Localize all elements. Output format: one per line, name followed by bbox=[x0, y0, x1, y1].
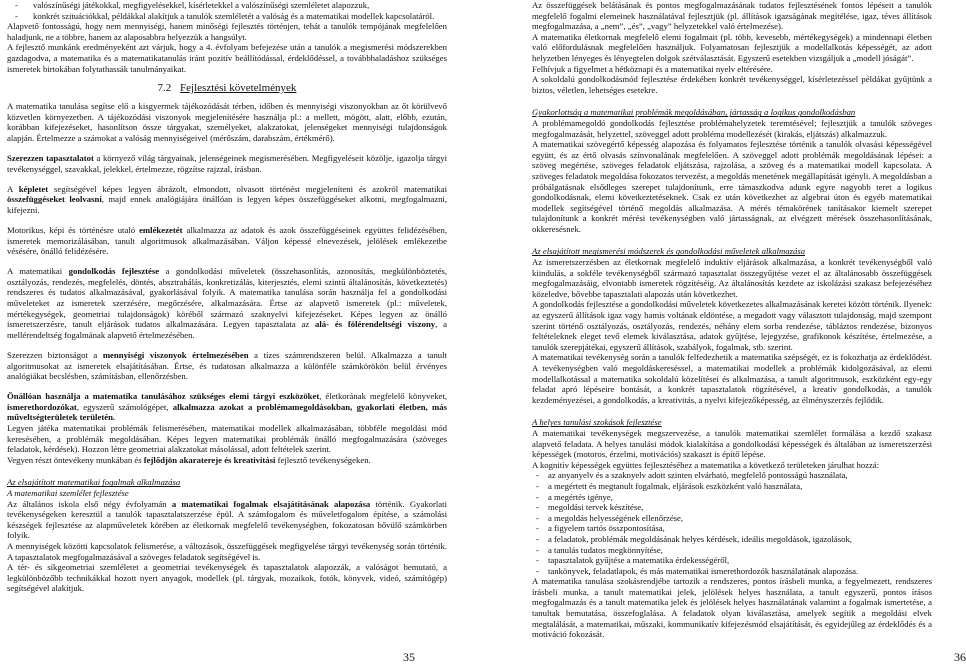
list-item: - a megértett és megtanult fogalmak, eljárások eszközként való használata, bbox=[532, 481, 932, 492]
left-page bbox=[0, 0, 455, 668]
text-run: Az általános iskola első négy évfolyamán bbox=[7, 498, 172, 509]
paragraph: Az ismeretszerzésben az életkornak megfelelő induktív eljárások alkalmazása, a konkrét tevékenységből való kiindulás, a sokféle tevékenységből származó tapasztalat összegyűjtése vezet el az általánosabb összefüggések megfogalmazásáig, elvontabb ismeretek rögzítéséig. Az általánosítás kezdete az iskolázási szakasz befejezéséhez közeledve, bővebbe tapasztalati alapozás után következhet. bbox=[532, 257, 932, 299]
page-number: 36 bbox=[954, 650, 966, 664]
paragraph bbox=[7, 455, 447, 466]
bold-phrase: alkalmazza azokat a problémamegoldásokban, gyakorlati életben, más műveltségterületek területén. bbox=[7, 401, 447, 423]
text-run: , egyszerű számológépet, bbox=[76, 401, 173, 412]
list-item: - tapasztalatok gyűjtése a matematika érdekességéről, bbox=[532, 555, 932, 566]
bold-phrase: emlékezetét bbox=[139, 225, 183, 235]
paragraph bbox=[7, 153, 447, 174]
list-item: - a megoldás helyességének ellenőrzése, bbox=[532, 513, 932, 524]
list-item: - valószínűségi játékokkal, megfigyelésekkel, kísérletekkel a valószínűségi szemléletet alapozzuk, bbox=[7, 0, 447, 11]
bold-phrase: Szerezzen tapasztalatot bbox=[7, 153, 94, 164]
subheading: A matematikai szemlélet fejlesztése bbox=[7, 487, 129, 498]
paragraph: A fejlesztő munkánk eredményeként azt várjuk, hogy a 4. évfolyam befejezése után a tanulók a megismerési módszerekben gazdagodva, a matematika és a matematikatanulás iránt pozitív beállítódással, érdeklődéssel, a továbbhaladáshoz szükséges ismeretek birtokában folytathassák tanulmányaikat. bbox=[7, 42, 447, 74]
section-number: 7.2 bbox=[157, 82, 172, 95]
bold-phrase: összefüggéseket leolvasni bbox=[7, 194, 102, 205]
paragraph bbox=[7, 499, 447, 541]
paragraph: A matematika életkornak megfelelő elemi fogalmait (pl. több, kevesebb, mértékegységek) a mindennapi életben való előfordulásnak megfelelően használjuk. Folyamatosan fejlesztjük a modellalkotás képességét, az adott helyzetben lényeges és lényegtelen dolgok szétválasztását. Egyszerű esetekben vizsgáljuk a „modell jóságát”. bbox=[532, 31, 932, 63]
text-run: történik. Gyakorlati tevékenységeken keresztül a tanulók tapasztalatszerzése épül. A számfogalom és műveletfogalom építése, a számolási készségek fejlesztése az alapműveletek körében az életkornak megfelelő tevékenységben, fokozatosan bővülő számkörben folyik. bbox=[7, 498, 447, 541]
intro-bullet-list bbox=[7, 0, 447, 21]
text-run: Vegyen részt öntevékeny munkában és bbox=[7, 454, 144, 465]
bold-phrase: Önállóan használja a matematika tanulásához szükséges elemi tárgyi eszközöket bbox=[7, 391, 320, 402]
paragraph: A sokoldalú gondolkodásmód fejlesztése érdekében konkrét tevékenységgel, kísérletezéssel példákat gyűjtünk a biztos, véletlen, lehetséges esetekre. bbox=[532, 74, 932, 95]
text-run: Szerezzen biztonságot a bbox=[7, 349, 103, 360]
bold-phrase: képletet bbox=[18, 183, 49, 194]
cognitive-skills-list bbox=[532, 470, 932, 576]
text-run: A bbox=[7, 183, 19, 194]
list-item: - a figyelem tartós összpontosítása, bbox=[532, 523, 932, 534]
paragraph bbox=[7, 391, 447, 423]
bold-phrase: alá- és fölérendeltségi viszony bbox=[315, 319, 436, 330]
text-run: fejlesztő tevékenységeken. bbox=[275, 454, 371, 465]
paragraph: Az összefüggések belátásának és pontos megfogalmazásának tudatos fejlesztésének fontos lépéseit a tanulók megfelelő fogalmi elemeinek használatával fejlesztjük (pl. állítások igazságának megítélése, igaz, téves állítások megfogalmazása, a „nem”, „és”, „vagy” helyzetekkel való értelmezése). bbox=[532, 0, 932, 32]
paragraph: A problémamegoldó gondolkodás fejlesztése problémahelyzetek teremtésével; fejlesztjük a tanulók szöveges megfogalmazását, helyzettel, szöveggel adott probléma modellezését (kirakás, eljátszás) alkalmazzuk. bbox=[532, 117, 932, 139]
list-item: - megoldási tervek készítése, bbox=[532, 502, 932, 513]
subheading: Az elsajátított megismerési módszerek és gondolkodási műveletek alkalmazása bbox=[532, 246, 806, 257]
paragraph: Alapvető fontosságú, hogy nem mennyiségi, hanem minőségi fejlesztés történjen, tehát a tanulók tempójának megfelelően haladjunk, ne a többre, hanem az alaposabbra helyezzük a hangsúlyt. bbox=[7, 21, 447, 42]
paragraph: Felhívjuk a figyelmet a hétköznapi és a matematikai nyelv eltérésére. bbox=[532, 63, 773, 74]
text-run: alkalmazza az adatok és azok összefüggéseinek együttes felidézésében, ismeretek memorizálásában, tanult algoritmusok alkalmazásában. Váljon képessé elnevezések, jelölések emlékezetbe vésésére, önálló felidézésére. bbox=[7, 225, 447, 257]
right-text-column bbox=[532, 0, 932, 640]
paragraph bbox=[7, 225, 447, 257]
list-item: - konkrét szituációkkal, példákkal alakítjuk a tanulók szemléletét a valóság és a matematikai modellek kapcsolatáról. bbox=[7, 11, 447, 22]
left-text-column bbox=[7, 0, 447, 594]
list-item: - a megértés igénye, bbox=[532, 492, 932, 503]
paragraph: A matematikai tevékenység során a tanulók felfedezhetik a matematika szépségét, ez is fokozhatja az érdeklődést. A tevékenységben való megoldáskereséssel, a matematikai modellek a problémák kidolgozásával, az elemi modellalkotással a matematika sokoldalú közelítései és alkalmazása, a tanult algoritmusok, eszközként egy-egy feladat apró lépéseire bontását, a konkrét tapasztalatok rögzítésével, a kreatív gondolkodás, a tanulók kezdeményezései, a gondolkodás, a kreativitás, a nyelvi kifejezőképesség, az élményszerzés fejlődik. bbox=[532, 352, 932, 405]
page-number: 35 bbox=[403, 650, 415, 664]
list-item: - a tanulás tudatos megkönnyítése, bbox=[532, 545, 932, 556]
list-item: - az anyanyelv és a szaknyelv adott szinten elvárható, megfelelő pontosságú használata, bbox=[532, 470, 932, 481]
text-run: segítségével képes legyen ábrázolt, elmondott, olvasott történést megjeleníteni és azokról matematikai bbox=[48, 183, 447, 194]
text-run: A matematikai bbox=[7, 266, 69, 277]
paragraph bbox=[7, 184, 447, 216]
list-item: - tankönyvek, feladatlapok, és más matematikai ismerethordozók használatának alapozása. bbox=[532, 566, 932, 577]
paragraph: A tér- és síkgeometriai szemléletet a geometriai tevékenységek és tapasztalatok alapozzák, a valóságot bemutató, a legkülönbözőbb technikákkal hozott nyert anyagok, modellek (pl. tárgyak, mozaikok, fotók, könyvek, videó, számítógép) segítségével alakítjuk. bbox=[7, 562, 447, 594]
paragraph: A mennyiségek közötti kapcsolatok felismerése, a változások, összefüggések megfigyelése tárgyi tevékenység során történik. A tapasztalatok megfogalmazásával a szöveges feladatok segítségével is. bbox=[7, 540, 447, 562]
paragraph: Legyen játéka matematikai problémák felismerésében, matematikai modellek alkalmazásában, többféle megoldási mód keresésében, a problémák megoldásában. Képes legyen matematikai problémák önálló megfogalmazására (szöveges feladatok, kérdések). Hozzon létre geometriai alakzatokat másolással, adott feltételek szerint. bbox=[7, 423, 447, 455]
bold-phrase: mennyiségi viszonyok értelmezésében bbox=[102, 349, 249, 360]
text-run: a tízes számrendszeren belül. Alkalmazza a tanult algoritmusokat az ismeretek elsajátításában. Értse, és tudatosan alkalmazza a különféle számkörökön belül érvényes analógiákat becslésben, számításban, ellenőrzésben. bbox=[7, 349, 447, 382]
list-item: - a feladatok, problémák megoldásának helyes kérdések, ideális megoldások, igazolások, bbox=[532, 534, 932, 545]
text-run: a gondolkodási műveletek (összehasonlítás, azonosítás, megkülönböztetés, osztályozás, rendezés, megfelelés, döntés, absztrahálás, konkretizálás, kiterjesztés, elemi szintű általánosítás, következtetés) rendszeres és tudatos alkalmazásával, gyakorlásával folyik. A matematika tanulása során használja fel a gondolkodási műveleteket az ismeretek szerzésére, megőrzésére, alkalmazására. Értse az alapvető ismeretek (pl.: műveletek, mértékegységek, geometriai tulajdonságok) köréből származó szaknyelvi kifejezéseket. Képes legyen az önálló ismeretszerzésre, tanult eljárások tudatos alkalmazására. Legyen tapasztalata az bbox=[7, 266, 447, 330]
paragraph bbox=[7, 266, 447, 340]
subheading: A helyes tanulási szokások fejlesztése bbox=[532, 417, 662, 428]
paragraph: A matematikai tevékenységek megszervezése, a tanulók matematikai szemlélet formálása a kezdő szakasz alapvető feladata. A helyes tanulási módok kialakítása a gondolkodási képességek és általában az ismeretszerzési képességek (motoros, érzelmi, motivációs) szakaszt is építő lépése. bbox=[532, 427, 932, 460]
paragraph: A matematika tanulása szokásrendjébe tartozik a rendszeres, pontos írásbeli munka, a fegyelmezett, rendszeres írásbeli munka, a tanult matematikai jelek, jelölések helyes használata, a tanult egyszerű, pontos írásos megfogalmazás és a tanult matematika jelek és jelölések helyes használatának valamint a fogalmak ismertetése, a tanultak bemutatása, összefoglalása. A feladatok olyan kiválasztása, amelyek segítik a megoldási elvek megtalálását, a matematikai, műszaki, kommunikatív kifejezésmód elsajátítását, és egyidejűleg az érdeklődés és a motiváció fokozását. bbox=[532, 576, 932, 640]
right-page bbox=[480, 0, 966, 668]
subheading: Az elsajátított matematikai fogalmak alkalmazása bbox=[7, 477, 181, 488]
paragraph: A matematika tanulása segítse elő a kisgyermek tájékozódását térben, időben és mennyiségi viszonyokban az őt körülvevő közvetlen környezetben. A tájékozódási viszonyok megjelenítésére használja pl.: a mellett, mögött, alatt, előbb, ezután, korábban kifejezéseket, hasonlítson össze tárgyakat, személyeket, alakzatokat, jelenségeket mennyiségi tulajdonságok alapján. Értelmezze a számokat a valóság mennyiségeivel (mérőszám, darabszám, értékmérő). bbox=[7, 101, 447, 143]
text-run: a környező világ tárgyainak, jelenségeinek megismerésében. Megfigyeléseit közölje, igazolja tárgyi tevékenységgel, szavakkal, jelekkel, értelmezze, rögzítse rajzzal, írásban. bbox=[7, 153, 447, 174]
bold-phrase: fejlődjön akaratereje és kreativitási bbox=[143, 454, 276, 465]
bold-phrase: gondolkodás fejlesztése bbox=[68, 266, 160, 277]
paragraph: A gondolkodás fejlesztése a gondolkodási műveletek következetes alkalmazásának keretei között történik. Ilyenek: az egyszerű állítások igaz vagy hamis voltának eldöntése, a megadott vagy választott tulajdonság, majd szempont szerint történő osztályozás, osztályozás, rendezés, néhány elem sorba rendezése, tábláztos rendezése, bizonyos feltételeknek eleget tevő elemek kiválasztása, adatok gyűjtése, lejegyzése, grafikonok készítése, értelmezése, a tanulók szerepjátékai, egyszerű állítások, szabályok, fogalmak, stb. szerint. bbox=[532, 299, 932, 352]
text-run: Motorikus, képi és történésre utaló bbox=[7, 225, 140, 235]
paragraph bbox=[7, 350, 447, 382]
section-title: Fejlesztési követelmények bbox=[180, 82, 297, 95]
bold-phrase: a matematikai fogalmak elsajátításának alapozása bbox=[171, 498, 371, 509]
paragraph: A kognitív képességek együttes fejlesztéséhez a matematika a következő területeken járulhat hozzá: bbox=[532, 459, 880, 470]
paragraph: A matematikai szövegértő képesség alapozása és folyamatos fejlesztése történik a tanulók olvasási képességével együtt, és az értő olvasás színvonalának megfelelően. A szöveggel adott problémák megoldásának lépései: a szöveg megértése, szöveges feladatok eljátszása, rajzolása, a szöveg és a matematikai modell kapcsolata. A szöveges feladatok megoldása fokozatos tervezést, a megoldás menetének megállapítását igényli. A megoldásban a próbálgatásnak elsődleges szerepet tulajdonítunk, erre támaszkodva adunk egyre nagyobb teret a logikus gondolkodásnak, elemi következtetéseknek. Csak ez után következhet az algebrai úton és egyéb matematikai modellek segítségével történő megoldás alkalmazása. A mérés témakörének tanításakor kiemelt szerepet tulajdonítunk a konkrét mérési tevékenységben való jártasságnak, az elvégzett mérések összehasonlításának, okkeresésnek. bbox=[532, 139, 932, 234]
subheading: Gyakorlottság a matematikai problémák megoldásában, jártasság a logikus gondolkodásban bbox=[532, 107, 856, 118]
text-run: , majd ennek analógiájára önállóan is legyen képes összefüggéseket alkotni, megfogalmazni, kifejezni. bbox=[7, 194, 447, 215]
text-run: , a mellérendeltség fogalmának alapvető értelmezésében. bbox=[7, 319, 447, 340]
bold-phrase: ismerethordozókat bbox=[7, 401, 77, 412]
section-heading bbox=[7, 82, 447, 95]
text-run: , életkorának megfelelő könyveket, bbox=[319, 391, 447, 402]
